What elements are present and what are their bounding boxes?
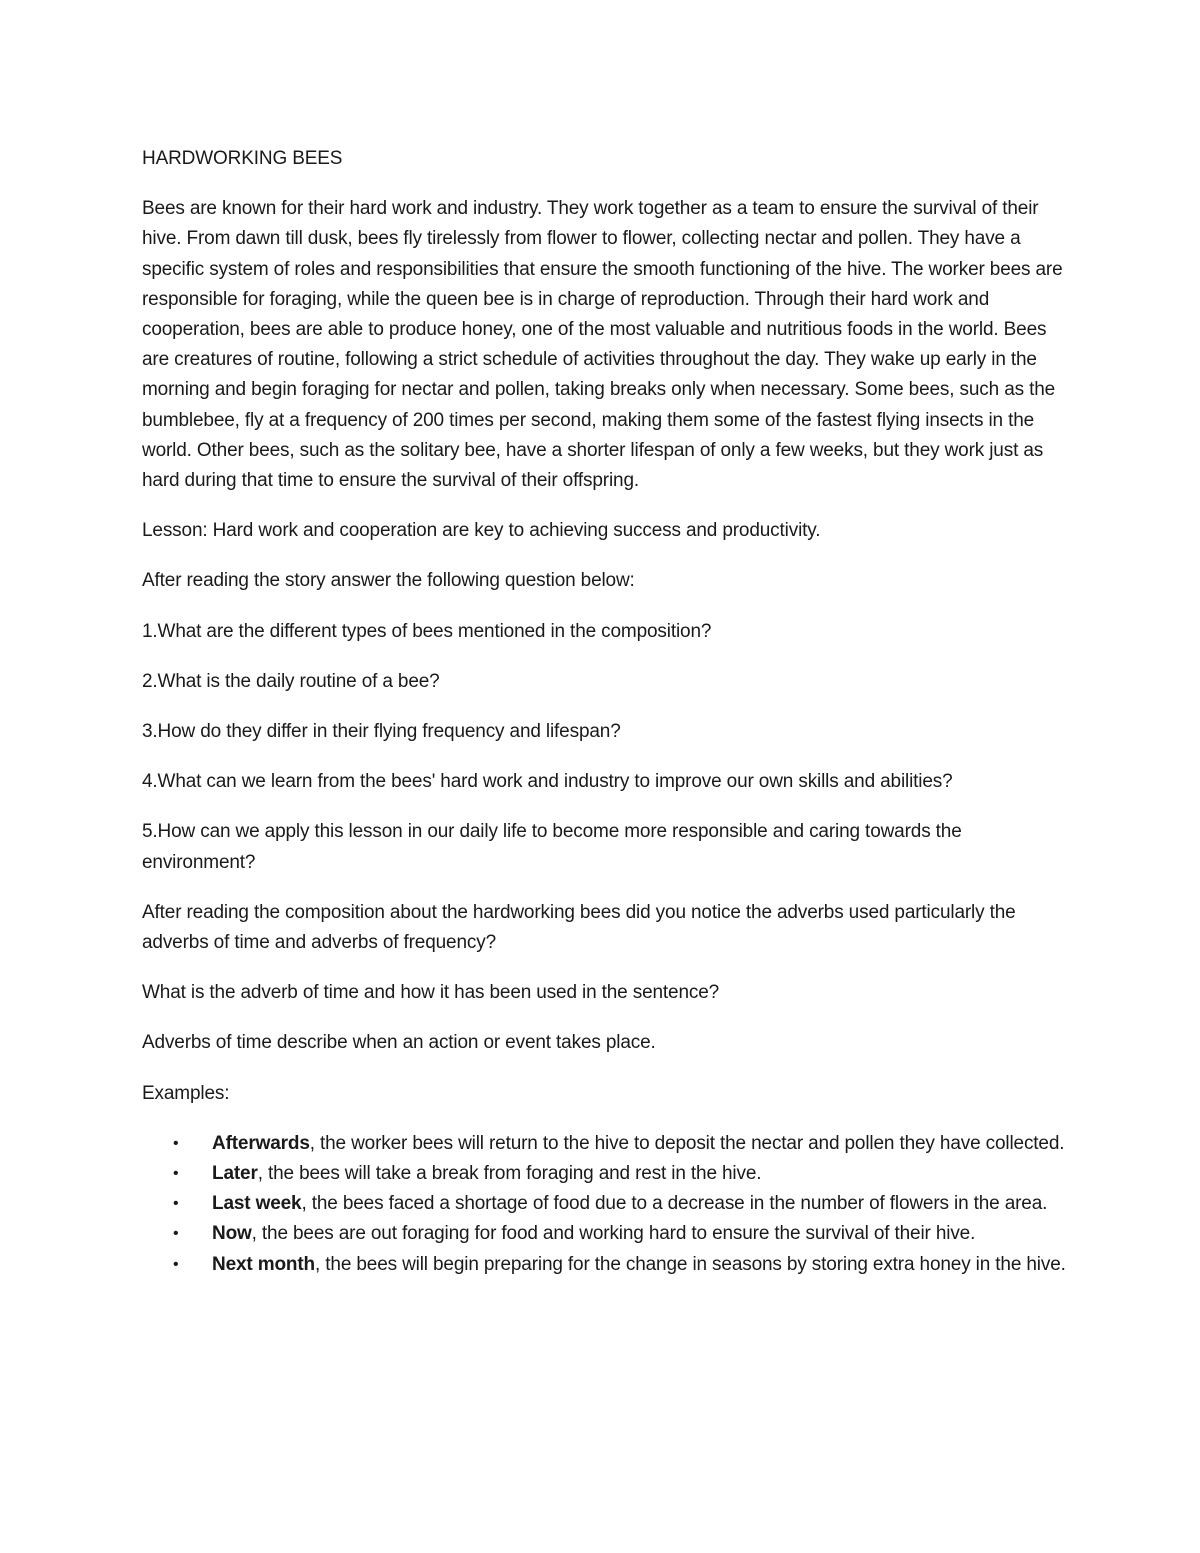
example-item [173, 1129, 1072, 1159]
example-text: , the bees will take a break from foraging and rest in the hive. [257, 1163, 762, 1185]
example-item [173, 1189, 1072, 1219]
lesson-text: Lesson: Hard work and cooperation are key to achieving success and productivity. [142, 520, 821, 542]
example-term: Now [212, 1223, 252, 1245]
question-instruction: After reading the story answer the following question below: [142, 570, 635, 592]
story-paragraph: Bees are known for their hard work and industry. They work together as a team to ensure the survival of their hive. From dawn till dusk, bees fly tirelessly from flower to flower, collecting nectar and pollen. They have a specific system of roles and responsibilities that ensure the smooth functioning of the hive. The worker bees are responsible for foraging, while the queen bee is in charge of reproduction. Through their hard work and cooperation, bees are able to produce honey, one of the most valuable and nutritious foods in the world. Bees are creatures of routine, following a strict schedule of activities throughout the day. They wake up early in the morning and begin foraging for nectar and pollen, taking breaks only when necessary. Some bees, such as the bumblebee, fly at a frequency of 200 times per second, making them some of the fastest flying insects in the world. Other bees, such as the solitary bee, have a shorter lifespan of only a few weeks, but they work just as hard during that time to ensure the survival of their offspring. [142, 198, 1063, 492]
example-term: Afterwards [212, 1132, 310, 1154]
example-term: Later [212, 1163, 258, 1185]
example-text: , the bees are out foraging for food and working hard to ensure the survival of their hive. [251, 1223, 976, 1245]
bullet-icon: • [173, 1134, 179, 1152]
question-item: 4.What can we learn from the bees' hard work and industry to improve our own skills and abilities? [142, 771, 953, 793]
example-term: Last week [212, 1193, 302, 1215]
example-item [173, 1159, 1072, 1189]
question-item: 1.What are the different types of bees mentioned in the composition? [142, 620, 712, 642]
example-item [173, 1219, 1072, 1249]
examples-heading: Examples: [142, 1082, 230, 1104]
question-item: 3.How do they differ in their flying frequency and lifespan? [142, 721, 621, 743]
adverb-definition: Adverbs of time describe when an action or event takes place. [142, 1032, 656, 1054]
example-text: , the worker bees will return to the hive to deposit the nectar and pollen they have collected. [309, 1132, 1065, 1154]
bullet-icon: • [173, 1255, 179, 1273]
bullet-icon: • [173, 1195, 179, 1213]
examples-list [142, 1129, 1072, 1280]
example-item [173, 1250, 1072, 1280]
bullet-icon: • [173, 1165, 179, 1183]
document-title: HARDWORKING BEES [142, 148, 343, 169]
question-item: 5.How can we apply this lesson in our daily life to become more responsible and caring towards the environment? [142, 821, 962, 873]
question-item: 2.What is the daily routine of a bee? [142, 670, 440, 692]
example-text: , the bees will begin preparing for the change in seasons by storing extra honey in the hive. [315, 1253, 1066, 1275]
document-page [142, 144, 1072, 1280]
bullet-icon: • [173, 1225, 179, 1243]
example-text: , the bees faced a shortage of food due to a decrease in the number of flowers in the area. [301, 1193, 1048, 1215]
adverb-question: What is the adverb of time and how it has been used in the sentence? [142, 982, 720, 1004]
adverb-prompt: After reading the composition about the hardworking bees did you notice the adverbs used particularly the adverbs of time and adverbs of frequency? [142, 901, 1016, 954]
example-term: Next month [212, 1253, 316, 1275]
